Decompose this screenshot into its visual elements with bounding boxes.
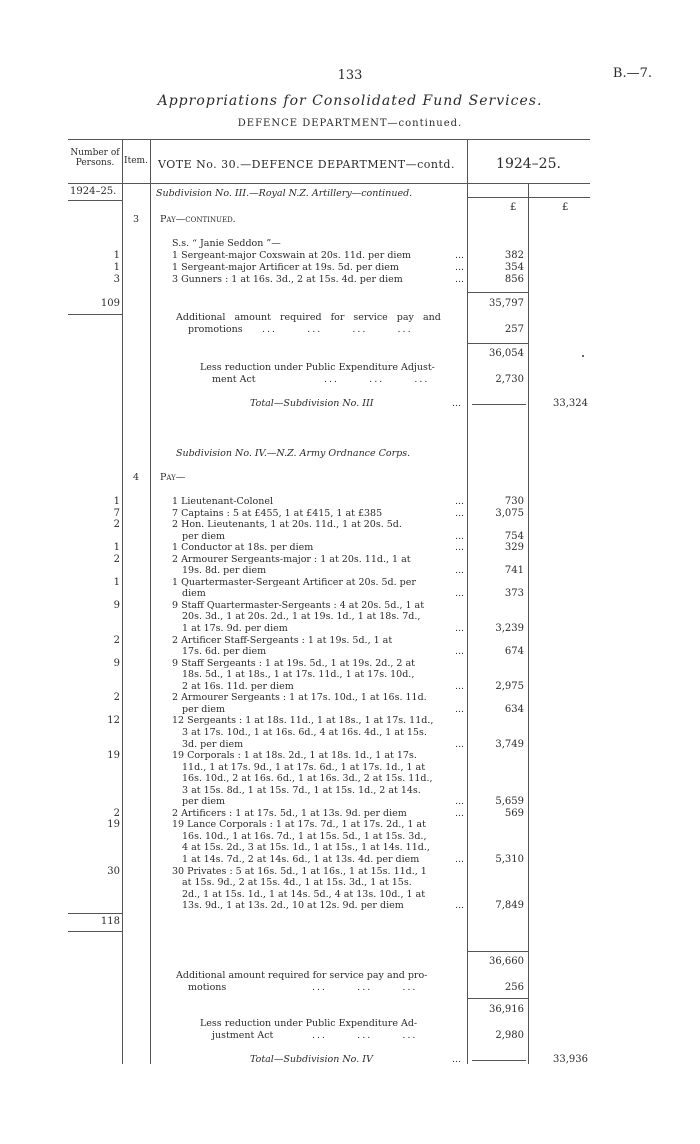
sub4-row-text <box>172 577 464 600</box>
sub4-less-line1: Less reduction under Public Expenditure Ad- <box>200 1018 418 1029</box>
sub4-pay-label: Pay— <box>160 472 186 483</box>
sub4-sum-rule <box>467 998 528 999</box>
sub3-title: Subdivision No. III.—Royal N.Z. Artillery—continued. <box>156 188 413 199</box>
sub4-less-amount: 2,980 <box>495 1030 524 1041</box>
leader-dots: ... <box>454 530 464 542</box>
sub4-total-rule <box>472 1060 526 1061</box>
sub3-ship-label: S.s. “ Janie Seddon ”— <box>172 238 281 249</box>
leader-dots: ... <box>454 646 464 658</box>
sub4-row-line: 1 Conductor at 18s. per diem <box>172 542 314 554</box>
sub4-persons-rule-top <box>68 913 122 914</box>
sub4-row-line: 2 Armourer Sergeants-major : 1 at 20s. 11d., 1 at <box>172 553 411 565</box>
sub4-title: Subdivision No. IV.—N.Z. Army Ordnance Corps. <box>176 448 411 459</box>
sub4-row-line: 7 Captains : 5 at £455, 1 at £415, 1 at £385 <box>172 507 383 519</box>
sub4-row-line: 17s. 6d. per diem <box>182 646 267 658</box>
sub4-row-amount: 3,075 <box>495 507 524 519</box>
sub4-additional-line2: motions <box>188 982 227 993</box>
sub4-row-persons: 2 <box>113 634 120 646</box>
column-rule-item <box>150 139 151 1064</box>
sub4-row-line: diem <box>182 588 206 600</box>
leader-dots: ... <box>454 900 464 912</box>
sub3-persons-rule <box>68 314 122 315</box>
sub4-row-line: 9 Staff Quartermaster-Sergeants : 4 at 20s. 5d., 1 at <box>172 599 425 611</box>
sub4-row-persons: 30 <box>107 865 120 877</box>
table-top-rule <box>68 139 590 140</box>
sub4-row-line: 18s. 5d., 1 at 18s., 1 at 17s. 11d., 1 at 17s. 10d., <box>182 669 415 681</box>
sub4-row-line: 2 Hon. Lieutenants, 1 at 20s. 11d., 1 at 20s. 5d. <box>172 519 402 531</box>
sub3-item-number: 3 <box>132 214 140 225</box>
sub3-row-description: 3 Gunners : 1 at 16s. 3d., 2 at 15s. 4d. per diem <box>172 274 403 285</box>
sub4-total-label: Total—Subdivision No. IV <box>250 1054 373 1065</box>
table-header-rule <box>68 183 590 184</box>
sub4-row-persons: 2 <box>113 519 120 531</box>
sub4-row-persons: 12 <box>107 715 120 727</box>
sub3-less-line2: ment Act <box>212 374 256 385</box>
sub4-row-line: per diem <box>182 796 226 808</box>
sub3-pay-label: Pay—continued. <box>160 214 236 225</box>
sub4-row-line: 1 at 14s. 7d., 2 at 14s. 6d., 1 at 13s. 4d. per diem <box>182 854 420 866</box>
sub4-row-line: 12 Sergeants : 1 at 18s. 11d., 1 at 18s., 1 at 17s. 11d., <box>172 715 434 727</box>
sub4-row-amount: 329 <box>504 542 524 554</box>
sub4-row-line: 30 Privates : 5 at 16s. 5d., 1 at 16s., 1 at 15s. 11d., 1 <box>172 865 427 877</box>
sub4-row-text <box>172 866 464 912</box>
sub4-row-amount: 741 <box>504 565 524 577</box>
sub3-additional-line2: promotions <box>188 324 243 335</box>
sub4-row-line: 19 Corporals : 1 at 18s. 2d., 1 at 18s. 1d., 1 at 17s. <box>172 750 417 762</box>
leader-dots: ... <box>454 854 464 866</box>
sub4-row-line: 16s. 10d., 2 at 16s. 6d., 1 at 16s. 3d., 2 at 15s. 11d., <box>182 773 433 785</box>
sub4-row-persons: 19 <box>107 750 120 762</box>
sub4-row-persons: 1 <box>113 496 120 507</box>
sub3-subtotal: 35,797 <box>489 298 524 309</box>
sub3-sum-rule <box>467 343 528 344</box>
sub3-row-text <box>172 262 464 274</box>
sub4-row-line: per diem <box>182 530 226 542</box>
sub4-row-line: per diem <box>182 703 226 715</box>
sub4-persons-rule-bottom <box>68 931 122 932</box>
sub3-row-persons: 1 <box>113 262 120 273</box>
sub4-sum: 36,916 <box>489 1004 524 1015</box>
sub4-row-text <box>172 808 464 820</box>
header-year: 1924–25. <box>496 156 561 172</box>
leader-dots: ... <box>454 250 464 261</box>
sub4-row-text <box>172 496 464 508</box>
leader-dots: ... <box>454 680 464 692</box>
sub3-additional-leader: ... ... ... ... <box>262 324 413 335</box>
sub4-row-line: 2 Armourer Sergeants : 1 at 17s. 10d., 1 at 16s. 11d. <box>172 692 427 704</box>
sub3-additional-amount: 257 <box>504 324 524 335</box>
sub4-row-line: 13s. 9d., 1 at 13s. 2d., 10 at 12s. 9d. per diem <box>182 900 404 912</box>
leader-dots: ... <box>454 796 464 808</box>
pound-sign-1: £ <box>510 202 517 213</box>
sub4-row-persons: 19 <box>107 819 120 831</box>
sub4-less-line2: justment Act <box>212 1030 274 1041</box>
leader-dots: ... <box>454 738 464 750</box>
persons-year-rule <box>68 200 122 201</box>
sub4-row-text <box>172 750 464 808</box>
sub4-row-amount: 7,849 <box>495 900 524 912</box>
sub4-row-amount: 373 <box>504 588 524 600</box>
leader-dots: ... <box>454 507 464 519</box>
leader-dots: ... <box>454 542 464 554</box>
sub4-row-persons: 1 <box>113 542 120 554</box>
sub4-row-line: 1 Lieutenant-Colonel <box>172 496 274 507</box>
sub4-row-line: 3 at 17s. 10d., 1 at 16s. 6d., 4 at 16s. 4d., 1 at 15s. <box>182 726 427 738</box>
header-vote: VOTE No. 30.—DEFENCE DEPARTMENT—contd. <box>158 158 455 171</box>
sub4-row-persons: 9 <box>113 657 120 669</box>
sub3-less-amount: 2,730 <box>495 374 524 385</box>
sub4-row-amount: 2,975 <box>495 680 524 692</box>
sub4-row-text <box>172 554 464 577</box>
sub4-row-amount: 730 <box>504 496 524 507</box>
sub4-row-line: 2 Artificer Staff-Sergeants : 1 at 19s. 5d., 1 at <box>172 634 393 646</box>
sub4-row-line: 11d., 1 at 17s. 9d., 1 at 17s. 6d., 1 at 17s. 1d., 1 at <box>182 761 426 773</box>
sub4-total: 33,936 <box>553 1054 588 1065</box>
sub4-row-persons: 2 <box>113 807 120 819</box>
sub3-sum: 36,054 <box>489 348 524 359</box>
sub3-total-rule <box>472 404 526 405</box>
sub4-persons-total: 118 <box>100 916 120 927</box>
sub4-row-amount: 3,749 <box>495 738 524 750</box>
sub3-row-text <box>172 274 464 286</box>
sub4-row-amount: 569 <box>504 807 524 819</box>
sub4-row-line: 3 at 15s. 8d., 1 at 15s. 7d., 1 at 15s. 1d., 2 at 14s. <box>182 784 421 796</box>
sub4-row-text <box>172 519 464 542</box>
sub4-row-line: 4 at 15s. 2d., 3 at 15s. 1d., 1 at 15s., 1 at 14s. 11d., <box>182 842 430 854</box>
sub4-row-line: 3d. per diem <box>182 738 244 750</box>
sub4-row-line: 20s. 3d., 1 at 20s. 2d., 1 at 19s. 1d., 1 at 18s. 7d., <box>182 611 421 623</box>
header-persons: Number of Persons. <box>70 148 120 168</box>
sub4-row-persons: 2 <box>113 692 120 704</box>
sub3-total-leader: ... <box>452 398 462 409</box>
sub4-row-amount: 674 <box>504 646 524 658</box>
sub4-subtotal: 36,660 <box>489 956 524 967</box>
stray-mark <box>582 355 584 357</box>
sub4-row-line: 16s. 10d., 1 at 16s. 7d., 1 at 15s. 5d., 1 at 15s. 3d., <box>182 830 427 842</box>
sub4-row-persons: 7 <box>113 507 120 519</box>
sub3-row-persons: 3 <box>113 274 120 285</box>
sub4-additional-leader: ... ... ... <box>312 982 418 993</box>
sub4-row-line: 2d., 1 at 15s. 1d., 1 at 14s. 5d., 4 at 13s. 10d., 1 at <box>182 888 426 900</box>
leader-dots: ... <box>454 703 464 715</box>
sub4-item-number: 4 <box>132 472 140 483</box>
sub4-row-line: 2 at 16s. 11d. per diem <box>182 680 294 692</box>
leader-dots: ... <box>454 496 464 507</box>
sub4-row-amount: 5,659 <box>495 796 524 808</box>
column-rule-amount <box>528 183 529 1064</box>
sub3-subtotal-rule <box>467 292 528 293</box>
sub4-row-line: 2 Artificers : 1 at 17s. 5d., 1 at 13s. 9d. per diem <box>172 807 407 819</box>
sub3-total: 33,324 <box>553 398 588 409</box>
sub4-row-persons: 2 <box>113 553 120 565</box>
sub4-additional-amount: 256 <box>504 982 524 993</box>
sub4-row-line: 9 Staff Sergeants : 1 at 19s. 5d., 1 at 19s. 2d., 2 at <box>172 657 415 669</box>
sub4-row-text <box>172 635 464 658</box>
sub3-persons-total: 109 <box>100 298 120 309</box>
sub4-additional-line1: Additional amount required for service pay and pro- <box>176 970 428 981</box>
leader-dots: ... <box>454 274 464 285</box>
sub4-row-text <box>172 600 464 635</box>
column-rule-persons <box>122 139 123 1064</box>
sub4-row-amount: 634 <box>504 703 524 715</box>
sub4-row-persons: 9 <box>113 599 120 611</box>
sub4-row-line: at 15s. 9d., 2 at 15s. 4d., 1 at 15s. 3d., 1 at 15s. <box>182 877 412 889</box>
sub3-row-description: 1 Sergeant-major Artificer at 19s. 5d. per diem <box>172 262 399 273</box>
sub4-row-amount: 5,310 <box>495 854 524 866</box>
sub4-row-text <box>172 542 464 554</box>
sub3-less-leader: ... ... ... <box>324 374 430 385</box>
sub3-row-description: 1 Sergeant-major Coxswain at 20s. 11d. per diem <box>172 250 412 261</box>
sub3-row-amount: 382 <box>504 250 524 261</box>
sub4-total-leader: ... <box>452 1054 462 1065</box>
sub4-row-line: 1 at 17s. 9d. per diem <box>182 623 288 635</box>
sub4-row-line: 19 Lance Corporals : 1 at 17s. 7d., 1 at 17s. 2d., 1 at <box>172 819 426 831</box>
leader-dots: ... <box>454 565 464 577</box>
pound-sign-2: £ <box>562 202 569 213</box>
sub4-subtotal-rule <box>467 951 528 952</box>
persons-year: 1924–25. <box>70 186 117 197</box>
sub4-row-text <box>172 715 464 750</box>
sub3-rule <box>467 197 590 198</box>
leader-dots: ... <box>454 588 464 600</box>
sub3-total-label: Total—Subdivision No. III <box>250 398 374 409</box>
department-heading: DEFENCE DEPARTMENT—continued. <box>237 118 463 129</box>
sub4-row-amount: 754 <box>504 530 524 542</box>
document-reference: B.—7. <box>612 66 652 81</box>
header-item: Item. <box>124 156 148 166</box>
sub3-row-text <box>172 250 464 262</box>
sub4-row-line: 1 Quartermaster-Sergeant Artificer at 20s. 5d. per <box>172 576 416 588</box>
sub3-row-persons: 1 <box>113 250 120 261</box>
sub3-less-line1: Less reduction under Public Expenditure Adjust- <box>200 362 435 373</box>
leader-dots: ... <box>454 623 464 635</box>
page-title: Appropriations for Consolidated Fund Services. <box>157 93 543 109</box>
sub4-row-persons: 1 <box>113 576 120 588</box>
sub4-row-text <box>172 658 464 693</box>
sub4-row-amount: 3,239 <box>495 623 524 635</box>
sub4-row-line: 19s. 8d. per diem <box>182 565 267 577</box>
sub4-row-text <box>172 508 464 520</box>
sub3-row-amount: 354 <box>504 262 524 273</box>
leader-dots: ... <box>454 262 464 273</box>
sub4-row-text <box>172 692 464 715</box>
leader-dots: ... <box>454 807 464 819</box>
sub3-row-amount: 856 <box>504 274 524 285</box>
sub3-additional-line1: Additional amount required for service pay and <box>176 312 441 323</box>
page-number: 133 <box>337 68 363 83</box>
sub4-row-text <box>172 819 464 865</box>
sub4-less-leader: ... ... ... <box>312 1030 418 1041</box>
